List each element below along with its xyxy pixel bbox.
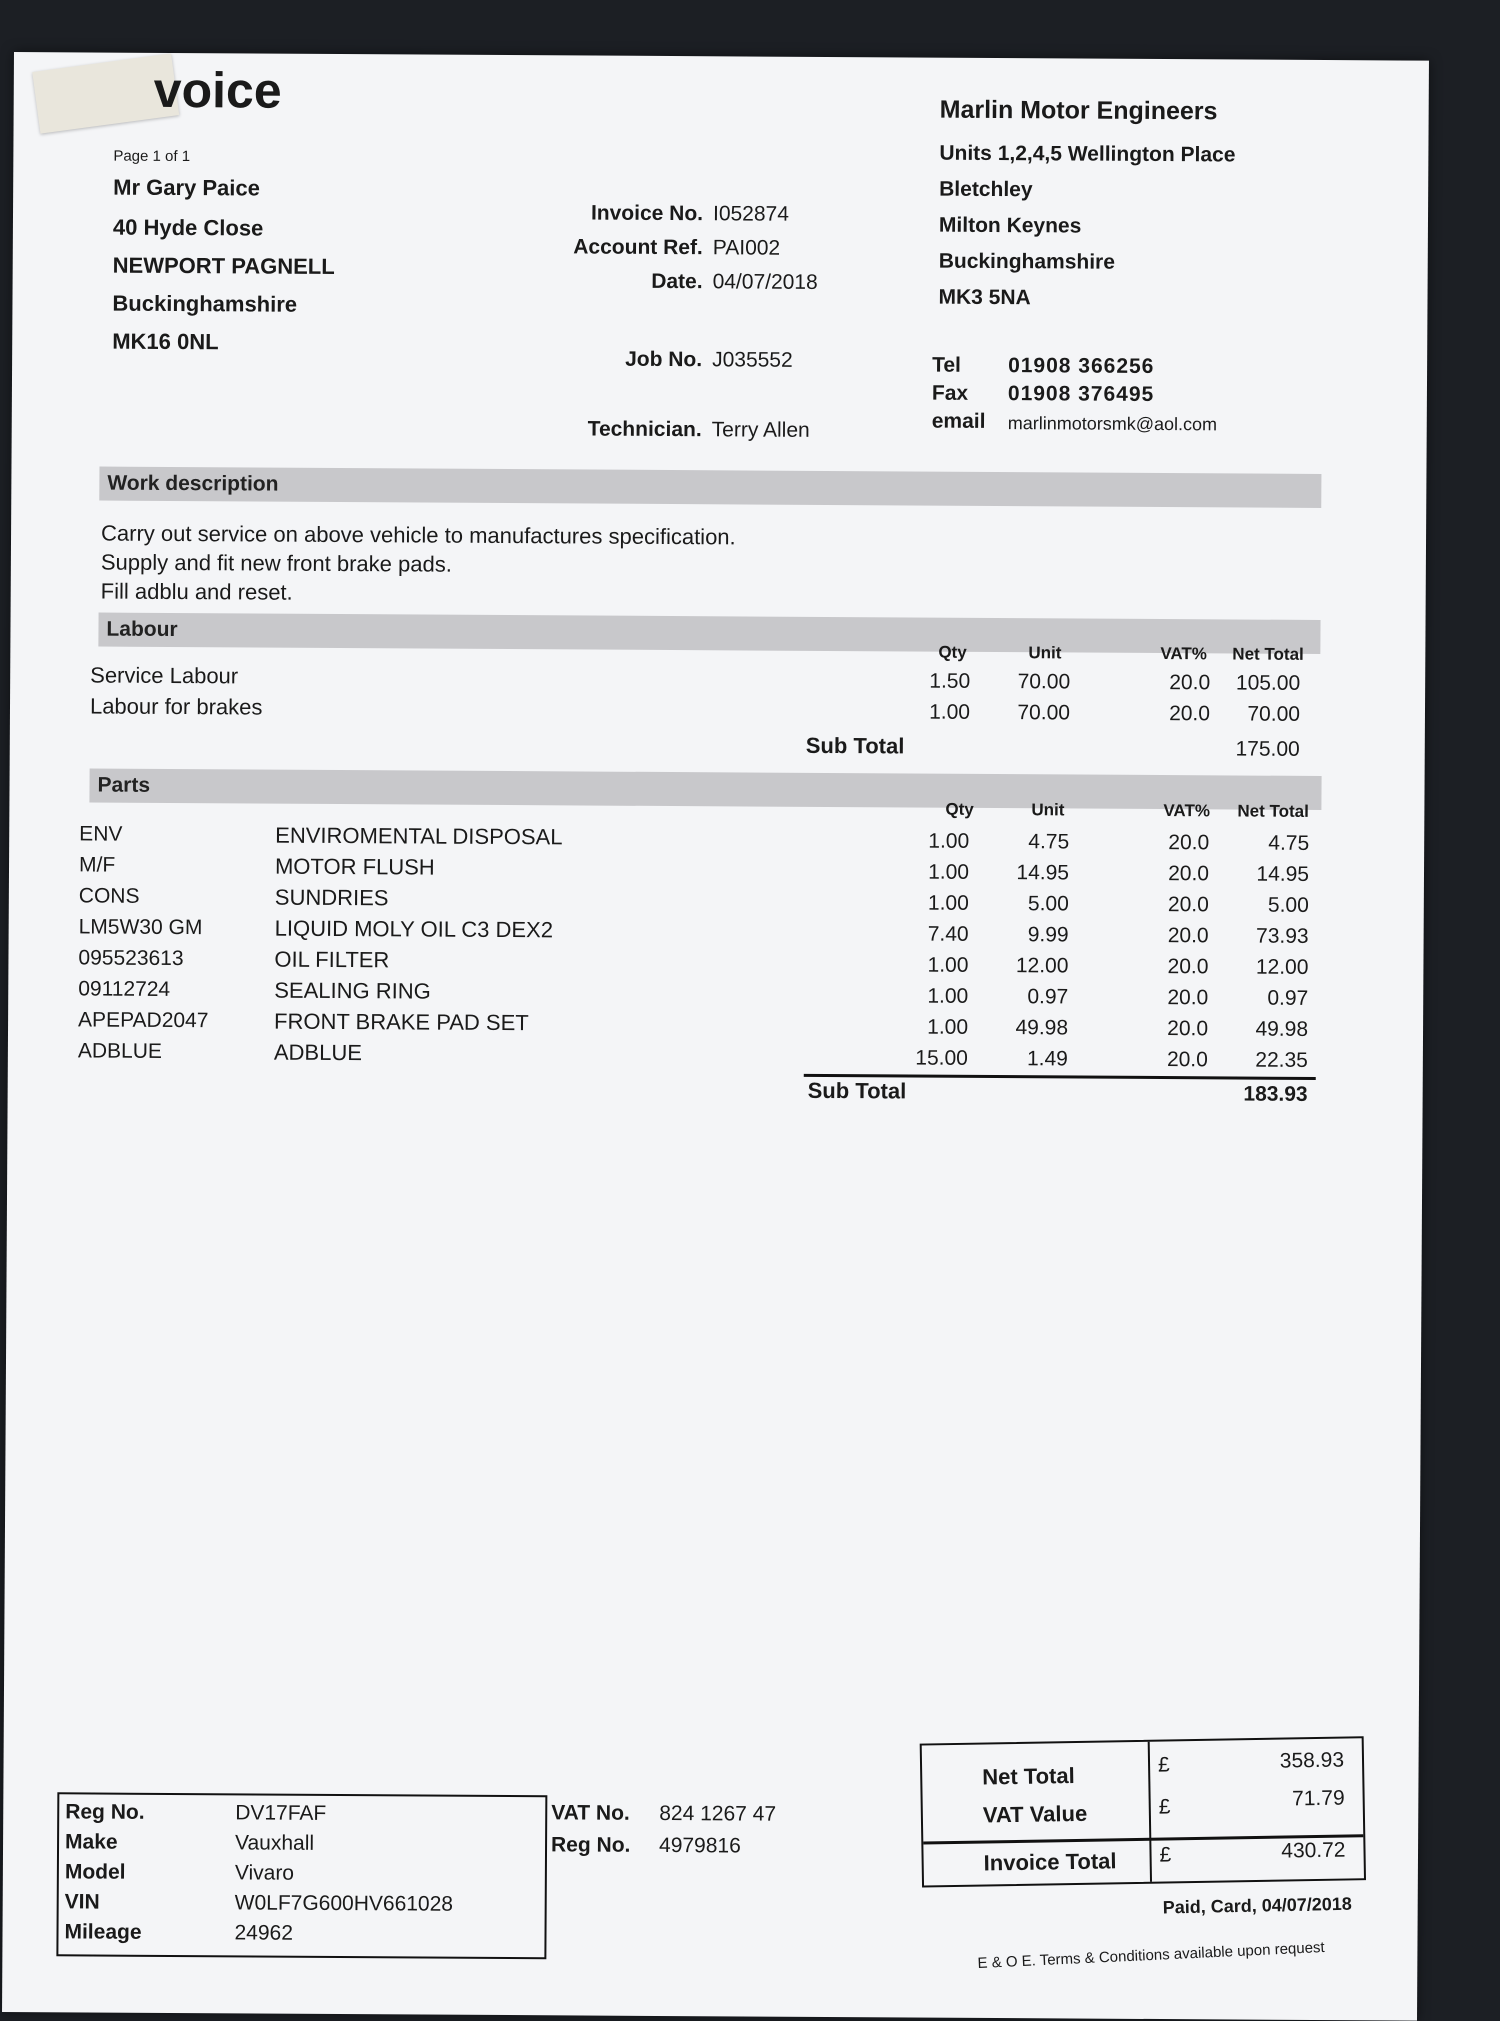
fax-label: Fax — [931, 381, 969, 405]
part-unit: 1.49 — [1026, 1047, 1068, 1071]
part-unit: 0.97 — [1027, 985, 1069, 1009]
invoice-paper — [2, 52, 1429, 2021]
account-ref: PAI002 — [712, 236, 781, 260]
part-desc: FRONT BRAKE PAD SET — [274, 1008, 529, 1036]
totals-box — [920, 1736, 1366, 1887]
part-unit: 9.99 — [1027, 923, 1069, 947]
invoice-no: I052874 — [712, 202, 790, 226]
vehicle-label: Make — [64, 1830, 118, 1854]
part-vat: 20.0 — [1167, 955, 1209, 979]
vat-no-label: VAT No. — [551, 1801, 630, 1825]
part-net: 4.75 — [1268, 831, 1310, 855]
part-code: M/F — [78, 853, 116, 877]
vehicle-label: VIN — [64, 1890, 100, 1914]
vehicle-label: Mileage — [64, 1920, 142, 1944]
labour-desc: Service Labour — [90, 662, 239, 689]
currency-symbol: £ — [1159, 1843, 1172, 1867]
payment-status: Paid, Card, 04/07/2018 — [1162, 1893, 1352, 1918]
part-qty: 1.00 — [928, 829, 970, 853]
customer-address-line: NEWPORT PAGNELL — [112, 252, 335, 279]
part-net: 14.95 — [1256, 862, 1310, 886]
part-desc: MOTOR FLUSH — [274, 853, 435, 880]
customer-address-line: MK16 0NL — [112, 328, 219, 355]
parts-col-vat: VAT% — [1163, 801, 1211, 821]
part-unit: 4.75 — [1028, 830, 1070, 854]
tel-number: 01908 366256 — [1008, 354, 1155, 378]
company-address-line: Milton Keynes — [938, 213, 1082, 238]
work-description-header — [99, 467, 1321, 508]
invoice-title: voice — [153, 61, 282, 119]
currency-symbol: £ — [1158, 1795, 1171, 1819]
customer-name: Mr Gary Paice — [113, 174, 261, 201]
parts-subtotal-label: Sub Total — [807, 1077, 907, 1104]
fax-number: 01908 376495 — [1007, 382, 1155, 406]
customer-address-line: Buckinghamshire — [112, 290, 298, 317]
technician: Terry Allen — [711, 418, 810, 442]
parts-col-qty: Qty — [945, 799, 974, 819]
tel-label: Tel — [932, 353, 961, 377]
part-vat: 20.0 — [1168, 862, 1210, 886]
part-unit: 12.00 — [1015, 954, 1069, 978]
part-desc: ENVIROMENTAL DISPOSAL — [275, 822, 563, 850]
part-vat: 20.0 — [1167, 924, 1209, 948]
part-code: CONS — [78, 884, 140, 908]
labour-subtotal-label: Sub Total — [805, 732, 905, 759]
part-qty: 1.00 — [927, 953, 969, 977]
vehicle-details-box — [56, 1792, 547, 1959]
labour-col-unit: Unit — [1028, 643, 1062, 663]
account-ref-label: Account Ref. — [573, 235, 703, 260]
parts-subtotal: 183.93 — [1243, 1082, 1308, 1106]
labour-subtotal: 175.00 — [1235, 737, 1300, 761]
part-code: 095523613 — [78, 946, 184, 971]
part-vat: 20.0 — [1167, 986, 1209, 1010]
work-line: Fill adblu and reset. — [100, 578, 293, 605]
customer-address-line: 40 Hyde Close — [112, 214, 264, 241]
job-no: J035552 — [712, 348, 793, 372]
vat-value-label: VAT Value — [982, 1800, 1088, 1828]
part-vat: 20.0 — [1167, 893, 1209, 917]
part-qty: 1.00 — [928, 860, 970, 884]
part-net: 73.93 — [1255, 924, 1309, 948]
currency-symbol: £ — [1157, 1753, 1170, 1777]
part-vat: 20.0 — [1166, 1048, 1208, 1072]
parts-col-unit: Unit — [1031, 800, 1065, 820]
job-no-label: Job No. — [625, 347, 703, 372]
part-qty: 1.00 — [927, 984, 969, 1008]
invoice-total: 430.72 — [1281, 1838, 1346, 1863]
parts-col-net: Net Total — [1237, 801, 1309, 821]
parts-heading: Parts — [97, 773, 151, 797]
labour-heading: Labour — [106, 617, 178, 642]
vehicle-value: W0LF7G600HV661028 — [234, 1891, 454, 1916]
parts-header — [89, 768, 1321, 810]
work-line: Supply and fit new front brake pads. — [100, 549, 452, 577]
part-net: 0.97 — [1267, 986, 1309, 1010]
part-code: ADBLUE — [77, 1039, 162, 1063]
part-net: 5.00 — [1267, 893, 1309, 917]
vehicle-value: DV17FAF — [235, 1801, 327, 1825]
part-code: ENV — [79, 822, 123, 846]
labour-col-vat: VAT% — [1160, 644, 1207, 664]
part-qty: 15.00 — [915, 1046, 968, 1070]
labour-qty: 1.00 — [929, 700, 971, 724]
labour-net: 105.00 — [1235, 671, 1301, 695]
labour-col-qty: Qty — [938, 642, 967, 662]
work-description-heading: Work description — [107, 471, 279, 496]
labour-col-net: Net Total — [1232, 644, 1304, 664]
invoice-date: 04/07/2018 — [712, 270, 818, 294]
invoice-no-label: Invoice No. — [590, 201, 704, 226]
labour-net: 70.00 — [1247, 702, 1301, 726]
company-address-line: MK3 5NA — [938, 285, 1031, 310]
technician-label: Technician. — [587, 417, 702, 442]
company-address-line: Bletchley — [939, 177, 1033, 202]
vehicle-value: 24962 — [234, 1921, 293, 1945]
part-code: 09112724 — [78, 977, 171, 1001]
part-code: APEPAD2047 — [78, 1008, 209, 1033]
part-qty: 7.40 — [927, 922, 969, 946]
vehicle-value: Vauxhall — [234, 1831, 315, 1855]
totals-divider — [1148, 1742, 1152, 1882]
labour-unit: 70.00 — [1017, 701, 1071, 725]
part-net: 22.35 — [1255, 1048, 1308, 1072]
labour-unit: 70.00 — [1017, 670, 1071, 694]
part-desc: ADBLUE — [273, 1039, 363, 1066]
part-net: 12.00 — [1255, 955, 1309, 979]
net-total: 358.93 — [1279, 1748, 1345, 1773]
company-address-line: Buckinghamshire — [938, 249, 1116, 274]
email-address: marlinmotorsmk@aol.com — [1007, 413, 1218, 435]
part-qty: 1.00 — [927, 891, 969, 915]
page-number: Page 1 of 1 — [113, 147, 191, 166]
net-total-label: Net Total — [982, 1762, 1075, 1790]
labour-qty: 1.50 — [929, 669, 971, 693]
part-desc: SEALING RING — [274, 977, 431, 1004]
invoice-total-label: Invoice Total — [983, 1848, 1117, 1876]
work-line: Carry out service on above vehicle to manufactures specification. — [100, 520, 736, 550]
terms-footer: E & O E. Terms & Conditions available upon request — [977, 1938, 1326, 1973]
company-name: Marlin Motor Engineers — [939, 95, 1218, 126]
labour-desc: Labour for brakes — [89, 693, 263, 720]
date-label: Date. — [651, 269, 703, 294]
part-desc: LIQUID MOLY OIL C3 DEX2 — [274, 915, 554, 943]
vehicle-value: Vivaro — [234, 1861, 295, 1885]
part-unit: 5.00 — [1027, 892, 1069, 916]
part-desc: SUNDRIES — [274, 884, 389, 911]
part-code: LM5W30 GM — [78, 915, 203, 940]
vat-value: 71.79 — [1291, 1786, 1345, 1811]
vehicle-label: Model — [64, 1860, 126, 1884]
company-reg-label: Reg No. — [550, 1833, 631, 1857]
part-desc: OIL FILTER — [274, 946, 390, 973]
part-qty: 1.00 — [927, 1015, 969, 1039]
company-address-line: Units 1,2,4,5 Wellington Place — [939, 141, 1236, 167]
part-unit: 49.98 — [1015, 1016, 1069, 1040]
part-net: 49.98 — [1255, 1017, 1309, 1041]
labour-vat: 20.0 — [1169, 671, 1211, 695]
email-label: email — [931, 409, 986, 433]
vat-no: 824 1267 47 — [659, 1801, 777, 1826]
company-reg: 4979816 — [658, 1833, 741, 1858]
labour-header — [98, 613, 1320, 654]
vehicle-label: Reg No. — [65, 1800, 145, 1824]
part-unit: 14.95 — [1016, 861, 1070, 885]
part-vat: 20.0 — [1168, 831, 1210, 855]
labour-vat: 20.0 — [1169, 702, 1211, 726]
part-vat: 20.0 — [1167, 1017, 1209, 1041]
